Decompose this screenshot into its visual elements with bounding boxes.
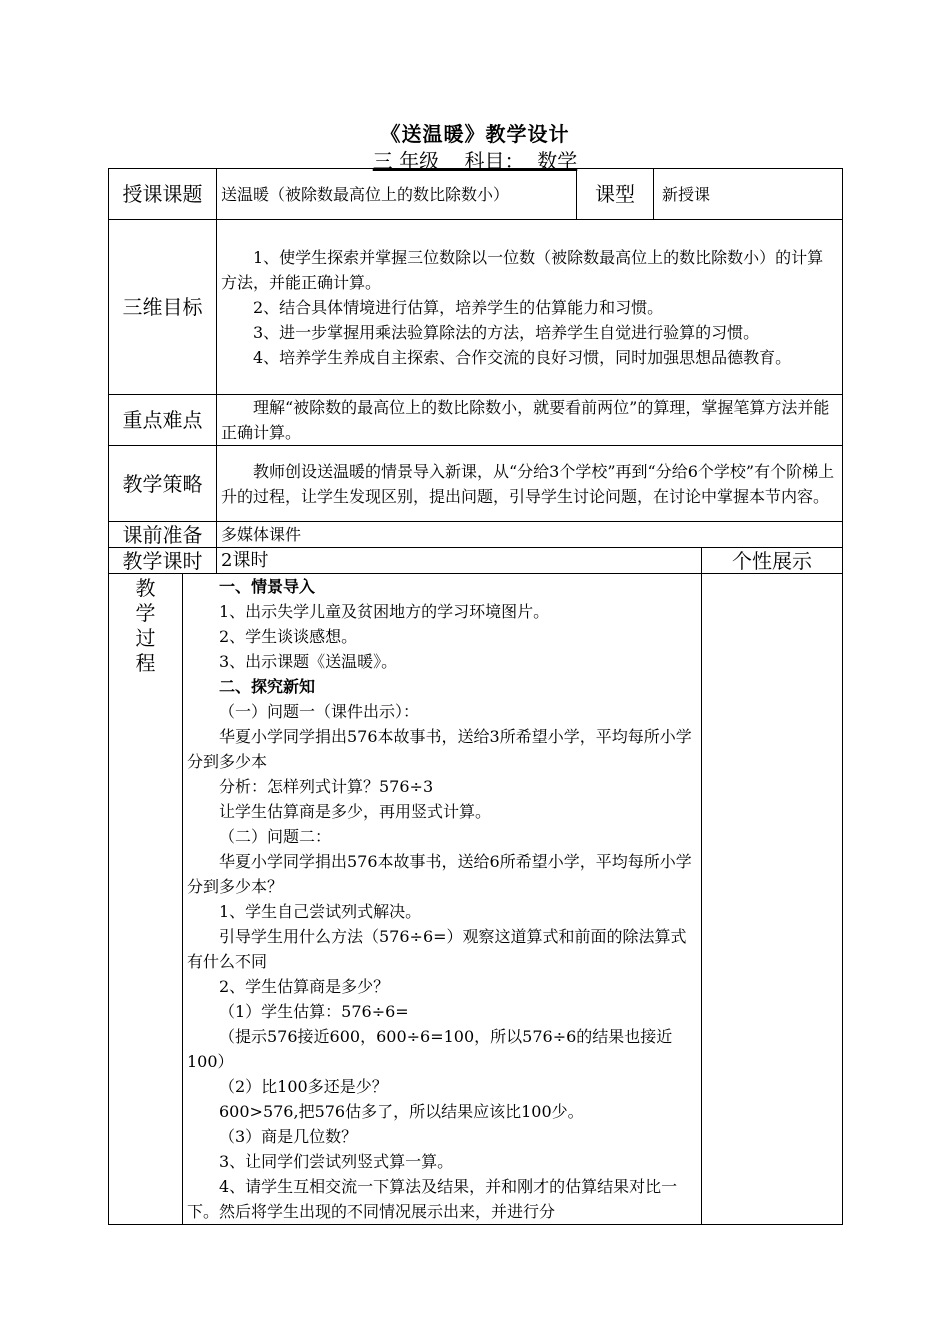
personal-label: 个性展示	[702, 548, 843, 574]
process-line: 4、请学生互相交流一下算法及结果，并和刚才的估算结果对比一下。然后将学生出现的不同情况展示出来，并进行分	[187, 1177, 678, 1221]
row-process	[109, 574, 843, 1225]
process-line: （提示576接近600，600÷6=100，所以576÷6的结果也接近100）	[187, 1027, 673, 1071]
type-value: 新授课	[654, 169, 843, 220]
hours-value: 2课时	[217, 548, 702, 574]
subtitle-text: 三 年级 科目： 数学	[372, 149, 578, 173]
key-cell	[217, 395, 843, 446]
document-title: 《送温暖》教学设计	[380, 122, 570, 146]
key-value: 理解“被除数的最高位上的数比除数小，就要看前两位”的算理，掌握笔算方法并能正确计算。	[221, 398, 830, 442]
process-label-char: 教	[135, 576, 156, 600]
goals-label: 三维目标	[109, 220, 217, 395]
process-line: 2、学生谈谈感想。	[219, 627, 358, 646]
process-line: 3、出示课题《送温暖》。	[219, 652, 398, 671]
process-line: （1）学生估算：576÷6=	[219, 1002, 409, 1021]
process-line: 2、学生估算商是多少？	[219, 977, 390, 996]
row-hours	[109, 548, 843, 574]
strategy-label: 教学策略	[109, 446, 217, 522]
prep-label: 课前准备	[109, 522, 217, 548]
process-line: （3）商是几位数？	[219, 1127, 358, 1146]
strategy-value: 教师创设送温暖的情景导入新课，从“分给3个学校”再到“分给6个学校”有个阶梯上升的过程，让学生发现区别，提出问题，引导学生讨论问题，在讨论中掌握本节内容。	[221, 461, 835, 506]
process-cell	[183, 574, 702, 1225]
process-line: （一）问题一（课件出示）：	[219, 702, 420, 721]
process-line: 分析：怎样列式计算？576÷3	[219, 777, 434, 796]
goal-item: 4、培养学生养成自主探索、合作交流的良好习惯，同时加强思想品德教育。	[253, 347, 792, 367]
goals-cell	[217, 220, 843, 395]
topic-value: 送温暖（被除数最高位上的数比除数小）	[217, 169, 577, 220]
row-goals	[109, 220, 843, 395]
goal-item: 3、进一步掌握用乘法验算除法的方法，培养学生自觉进行验算的习惯。	[253, 322, 760, 342]
process-line: 华夏小学同学捐出576本故事书，送给6所希望小学，平均每所小学分到多少本？	[187, 852, 692, 896]
row-prep	[109, 522, 843, 548]
process-heading: 二、探究新知	[219, 677, 316, 696]
row-key	[109, 395, 843, 446]
prep-value: 多媒体课件	[217, 522, 843, 548]
strategy-cell	[217, 446, 843, 522]
process-line: 1、出示失学儿童及贫困地方的学习环境图片。	[219, 602, 550, 621]
type-label: 课型	[577, 169, 654, 220]
process-line: 华夏小学同学捐出576本故事书，送给3所希望小学，平均每所小学分到多少本	[187, 727, 692, 771]
hours-label: 教学课时	[109, 548, 217, 574]
row-topic	[109, 169, 843, 220]
process-line: 让学生估算商是多少，再用竖式计算。	[219, 802, 492, 821]
personal-cell	[702, 574, 843, 1225]
process-line: 1、学生自己尝试列式解决。	[219, 902, 422, 921]
process-label-char: 过	[135, 626, 156, 650]
process-heading: 一、情景导入	[219, 577, 316, 596]
goal-item: 1、使学生探索并掌握三位数除以一位数（被除数最高位上的数比除数小）的计算方法，并能正确计算。	[221, 247, 824, 292]
process-label	[109, 574, 183, 1225]
goal-item: 2、结合具体情境进行估算，培养学生的估算能力和习惯。	[253, 297, 664, 317]
process-line: （2）比100多还是少？	[219, 1077, 388, 1096]
row-strategy	[109, 446, 843, 522]
topic-label: 授课课题	[109, 169, 217, 220]
lesson-plan-table	[108, 168, 843, 1225]
process-label-char: 学	[135, 601, 156, 625]
key-label: 重点难点	[109, 395, 217, 446]
process-label-char: 程	[135, 651, 156, 675]
process-line: 600>576,把576估多了，所以结果应该比100少。	[219, 1102, 584, 1121]
process-line: 引导学生用什么方法（576÷6=）观察这道算式和前面的除法算式有什么不同	[187, 927, 687, 971]
process-line: （二）问题二：	[219, 827, 332, 846]
process-line: 3、让同学们尝试列竖式算一算。	[219, 1152, 454, 1171]
